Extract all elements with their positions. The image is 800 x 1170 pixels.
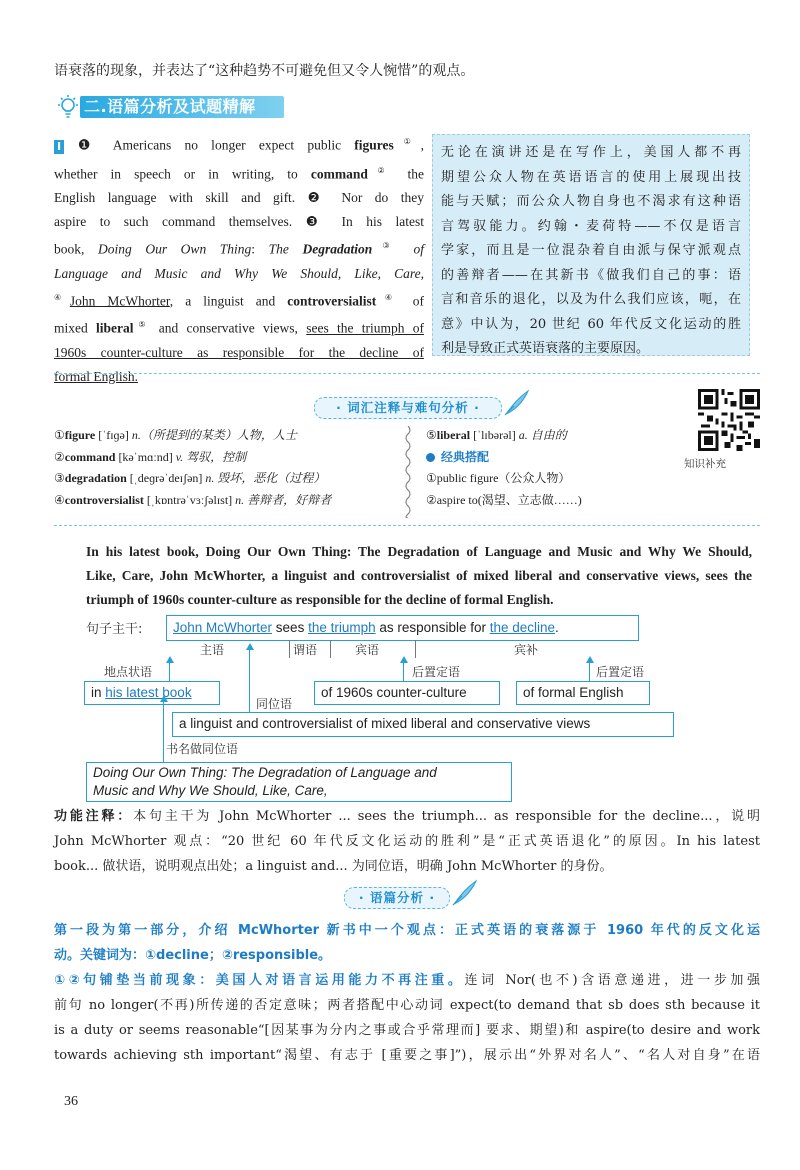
divider	[54, 373, 760, 374]
hard-sentence-line: In his latest book, Doing Our Own Thing: The Degradation of Language and Music and Why We Should,	[86, 544, 752, 559]
role-object: 宾语	[355, 643, 380, 657]
translation-line: 言和音乐的退化，以及为什么我们应该，呃，在	[441, 292, 741, 307]
adverbial-box: in his latest book	[84, 681, 220, 705]
collocation-item: ②aspire to(渴望、立志做……)	[426, 492, 582, 507]
vocab-pill: · 词汇注释与难句分析 ·	[314, 397, 502, 419]
vocab-item: ④controversialist [ˌkɒntrəˈvɜːʃəlɪst] n. 善辩者，好辩者	[54, 492, 332, 507]
translation-line: 的善辩者——在其新书《做我们自己的事：语	[441, 267, 741, 283]
vocab-list-right	[426, 425, 676, 511]
passage-line: Language and Music and Why We Should, Like, Care,	[54, 265, 424, 281]
title-box: Doing Our Own Thing: The Degradation of Language and Music and Why We Should, Like, Care,	[86, 762, 512, 802]
section-header	[54, 93, 290, 121]
analysis-line: towards achieving sth important“渴望、有志于 [重要之事]”)，展示出“外界对名人”、“名人对自身”在语	[54, 1048, 760, 1063]
object: the triumph	[308, 620, 376, 635]
translation-line: 无论在演讲还是在写作上，美国人都不再	[441, 145, 741, 160]
arrow-up-icon	[246, 643, 254, 650]
analysis-line: is a duty or seems reasonable“[因某事为分内之事或合乎常理而] 要求、期望)和 aspire(to desire and work	[54, 1023, 760, 1038]
role-verb: 谓语	[293, 643, 318, 657]
function-note-line: John McWhorter 观点：“20 世纪 60 年代反文化运动的胜利”是“正式英语退化”的原因。In his latest	[54, 834, 760, 849]
passage-line: English language with skill and gift. ❷ Nor do they	[54, 190, 424, 205]
discourse-analysis	[54, 918, 760, 1068]
lightbulb-icon	[54, 93, 82, 121]
translation-line: 利是导致正式英语衰落的主要原因。	[441, 341, 650, 356]
role-separator	[330, 640, 331, 658]
translation-box	[432, 134, 750, 356]
connector	[163, 702, 164, 764]
role-separator	[289, 640, 290, 658]
hard-sentence-line: Like, Care, John McWhorter, a linguist and controversialist of mixed liberal and conservative views, sees the	[86, 568, 752, 583]
arrow-up-icon	[160, 695, 168, 702]
adverbial-label: 地点状语	[104, 665, 153, 679]
analysis-line: 动。关键词为：①decline；②responsible。	[54, 948, 332, 963]
section-title: 二.语篇分析及试题精解	[84, 97, 256, 116]
function-note	[54, 804, 760, 879]
appositive-label: 同位语	[256, 697, 293, 711]
vocab-item: ③degradation [ˌdeɡrəˈdeɪʃən] n. 毁坏，恶化（过程）	[54, 471, 326, 485]
vocab-item: ①figure [ˈfɪɡə] n.（所提到的某类）人物，人士	[54, 428, 297, 442]
analysis-line: ①②句铺垫当前现象：美国人对语言运用能力不再注重。连词 Nor(也不)含语意递进，进一步加强	[54, 973, 760, 988]
role-subject: 主语	[200, 643, 225, 657]
passage-line: aspire to such command themselves. ❸ In his latest	[54, 214, 424, 229]
translation-line: 期望公众人物在英语语言的使用上展现出技	[441, 169, 741, 185]
divider	[54, 525, 760, 526]
translation-line: 学家，而且是一位混杂着自由派与保守派观点	[441, 243, 741, 258]
bullet-dot-icon	[426, 453, 435, 462]
passage-line: whether in speech or in writing, to command② the	[54, 165, 424, 181]
collocation-title: 经典搭配	[426, 447, 676, 469]
arrow-up-icon	[166, 656, 174, 663]
vocab-list	[54, 425, 399, 511]
qr-caption: 知识补充	[684, 458, 726, 470]
translation-line: 能与天赋；而公众人物自身也不渴求有这种语	[441, 194, 741, 209]
passage-line: I ❶ Americans no longer expect public figures①,	[54, 130, 424, 159]
continuation-line: 语衰落的现象，并表达了“这种趋势不可避免但又令人惋惜”的观点。	[54, 63, 475, 79]
passage-line: ④John McWhorter, a linguist and controversialist④ of	[54, 292, 425, 308]
hard-sentence-line: triumph of 1960s counter-culture as responsible for the decline of formal English.	[86, 592, 554, 607]
subject: John McWhorter	[173, 620, 273, 635]
translation-line: 言驾驭能力。约翰・麦荷特——不仅是语言	[441, 218, 741, 234]
passage-line: formal English.	[54, 368, 138, 384]
connector	[403, 662, 404, 682]
postmod2-box: of formal English	[516, 681, 650, 705]
complement: the decline	[489, 620, 556, 635]
quill-icon	[502, 388, 532, 418]
part-badge: I	[54, 140, 64, 154]
function-note-line: 功能注释：本句主干为 John McWhorter ... sees the triumph... as responsible for the decline...，说明	[54, 809, 760, 824]
page-number: 36	[64, 1094, 78, 1109]
as-phrase: as responsible for	[379, 620, 486, 635]
main-label: 句子主干:	[86, 622, 143, 637]
arrow-up-icon	[400, 656, 408, 663]
main-clause-box: John McWhorter sees the triumph as responsible for the decline.	[166, 615, 639, 641]
translation-line: 意》中认为，20 世纪 60 年代反文化运动的胜	[441, 316, 741, 332]
title-appositive-label: 书名做同位语	[166, 742, 239, 756]
vocab-item: ②command [kəˈmɑːnd] v. 驾驭，控制	[54, 449, 247, 464]
connector	[249, 650, 250, 712]
function-note-line: book... 做状语，说明观点出处；a linguist and... 为同位语，明确 John McWhorter 的身份。	[54, 859, 613, 874]
passage-line: book, Doing Our Own Thing: The Degradation③ of	[54, 241, 425, 257]
vocab-separator	[402, 426, 414, 518]
role-complement: 宾补	[514, 643, 539, 657]
hard-sentence	[86, 540, 752, 612]
passage-line: mixed liberal⑤ and conservative views, sees the triumph of	[54, 320, 425, 336]
role-separator	[415, 640, 416, 658]
appositive-box: a linguist and controversialist of mixed liberal and conservative views	[172, 712, 674, 737]
postmod1-label: 后置定语	[412, 665, 461, 679]
analysis-line: 前句 no longer(不再)所传递的否定意味；两者搭配中心动词 expect(to demand that sb does sth because it	[54, 998, 760, 1013]
arrow-up-icon	[586, 656, 594, 663]
connector	[169, 662, 170, 682]
passage-english	[54, 130, 424, 389]
analysis-pill: · 语篇分析 ·	[344, 887, 450, 909]
passage-line: 1960s counter-culture as responsible for the decline of	[54, 344, 424, 360]
vocab-item: ⑤liberal [ˈlɪbərəl] a. 自由的	[426, 428, 567, 442]
quill-icon	[450, 878, 480, 908]
connector	[589, 662, 590, 682]
qr-code-icon[interactable]	[698, 389, 760, 451]
postmod2-label: 后置定语	[596, 665, 645, 679]
postmod1-box: of 1960s counter-culture	[314, 681, 500, 705]
verb: sees	[275, 620, 305, 635]
collocation-item: ①public figure（公众人物）	[426, 471, 571, 485]
analysis-line: 第一段为第一部分，介绍 McWhorter 新书中一个观点：正式英语的衰落源于 1960 年代的反文化运	[54, 923, 760, 938]
